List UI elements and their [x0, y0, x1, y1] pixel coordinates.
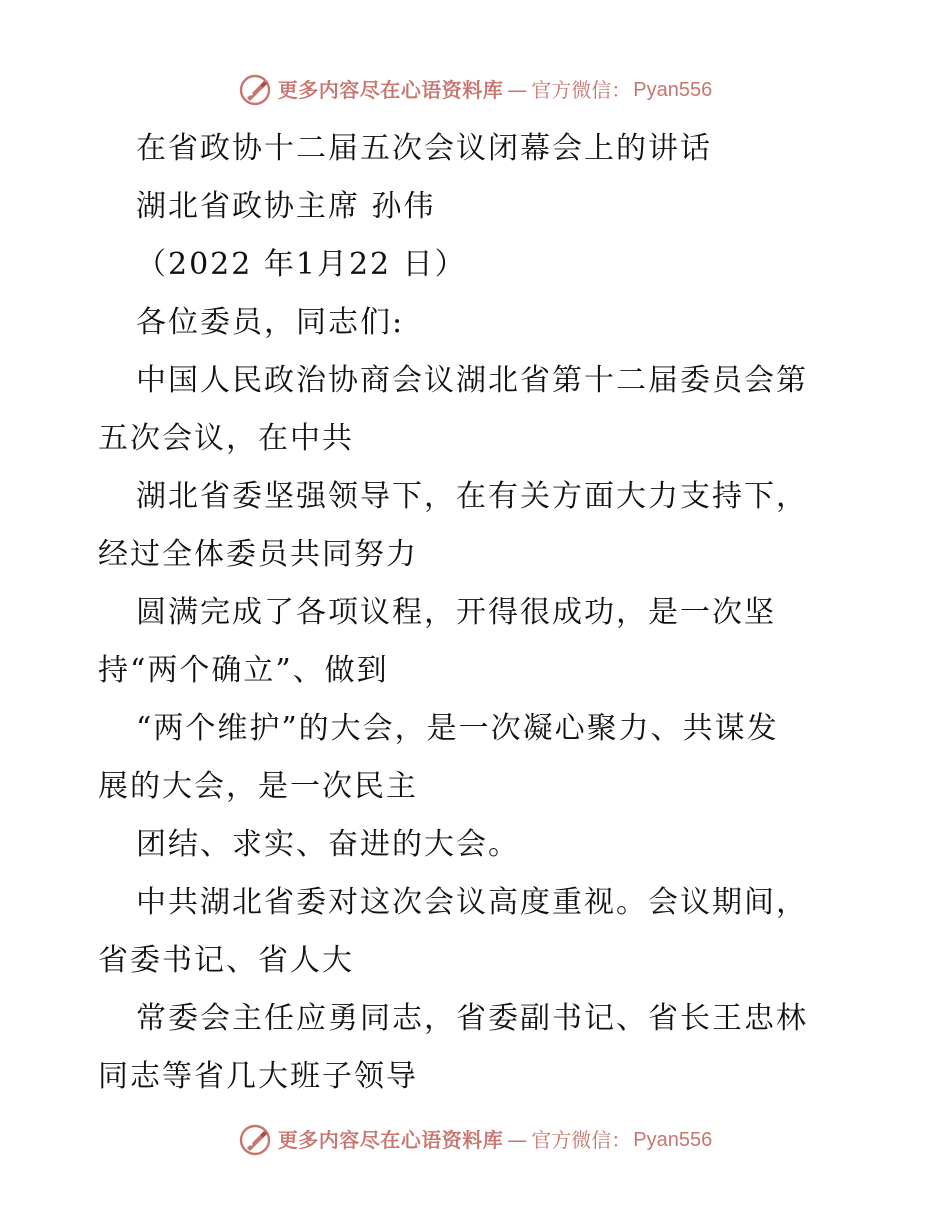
paragraph-line: 常委会主任应勇同志，省委副书记、省长王忠林: [136, 1001, 808, 1036]
header-brand-text: 更多内容尽在心语资料库: [277, 78, 504, 102]
footer-banner: [0, 1120, 950, 1160]
paragraph-line: 团结、求实、奋进的大会。: [136, 827, 520, 862]
header-banner: [0, 70, 950, 110]
paragraph-line: 中国人民政治协商会议湖北省第十二届委员会第: [136, 363, 808, 398]
header-wechat-id: Pyan556: [633, 79, 713, 101]
header-banner-text: [278, 80, 712, 100]
document-body: [98, 120, 858, 1106]
document-title: 在省政协十二届五次会议闭幕会上的讲话: [136, 131, 712, 166]
paragraph-line: 五次会议，在中共: [98, 421, 354, 456]
paragraph-line: 经过全体委员共同努力: [98, 537, 418, 572]
footer-wechat-label: 官方微信：: [531, 1128, 632, 1152]
paragraph-line: 湖北省委坚强领导下，在有关方面大力支持下，: [136, 479, 808, 514]
footer-separator: —: [507, 1128, 528, 1152]
pen-nib-logo-icon: [238, 1123, 272, 1157]
pen-nib-logo-icon: [238, 73, 272, 107]
header-wechat-label: 官方微信：: [531, 78, 632, 102]
paragraph-line: 持“两个确立”、做到: [98, 653, 389, 688]
paragraph-line: 中共湖北省委对这次会议高度重视。会议期间，: [136, 885, 808, 920]
footer-wechat-id: Pyan556: [633, 1129, 713, 1151]
paragraph-line: “两个维护”的大会，是一次凝心聚力、共谋发: [136, 711, 779, 746]
document-salutation: 各位委员，同志们:: [136, 305, 405, 340]
paragraph-line: 同志等省几大班子领导: [98, 1059, 418, 1094]
footer-brand-text: 更多内容尽在心语资料库: [277, 1128, 504, 1152]
document-date: （2022 年1月22 日）: [136, 247, 467, 282]
document-author: 湖北省政协主席 孙伟: [136, 189, 436, 224]
header-separator: —: [507, 78, 528, 102]
paragraph-line: 省委书记、省人大: [98, 943, 354, 978]
paragraph-line: 圆满完成了各项议程，开得很成功，是一次坚: [136, 595, 776, 630]
paragraph-line: 展的大会，是一次民主: [98, 769, 418, 804]
footer-banner-text: [278, 1130, 712, 1150]
